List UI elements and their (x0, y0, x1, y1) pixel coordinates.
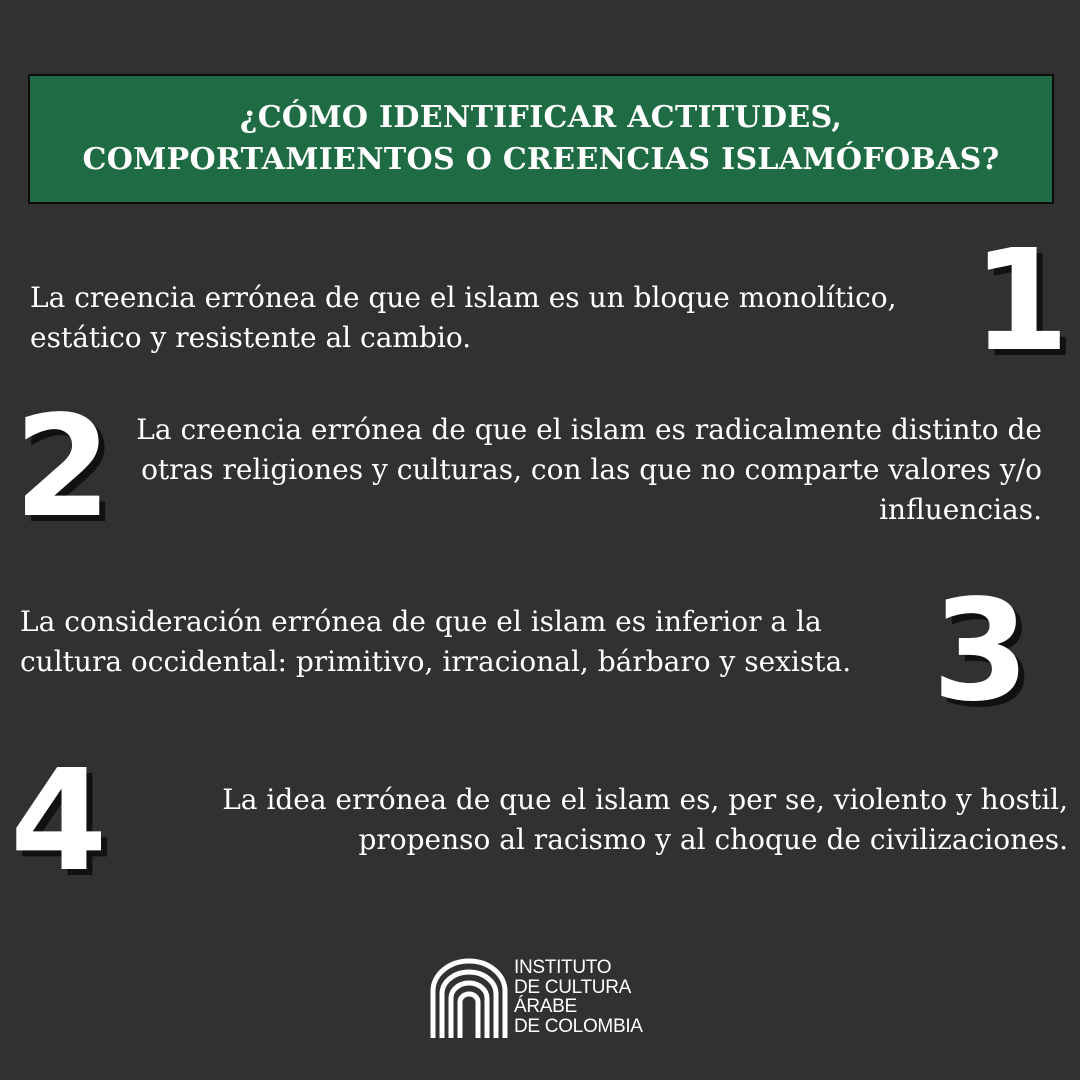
logo-line-1: INSTITUTO (514, 957, 612, 978)
item-3-text: La consideración errónea de que el islam es inferior a la cultura occidental: primitivo, irracional, bárbaro y sexista. (20, 605, 852, 678)
item-4-number: 4 (10, 740, 108, 903)
institute-logo (428, 958, 643, 1040)
logo-line-2: DE CULTURA (514, 976, 631, 998)
logo-line-4: DE COLOMBIA (514, 1015, 643, 1037)
arch-icon (428, 958, 510, 1040)
logo-wordmark (514, 958, 643, 1036)
item-1-number: 1 (972, 220, 1070, 383)
logo-line-3: ÁRABE (514, 996, 577, 1017)
item-4-text: La idea errónea de que el islam es, per se, violento y hostil, propenso al racismo y al choque de civilizaciones. (222, 783, 1068, 856)
title-banner (28, 74, 1054, 204)
item-2-text: La creencia errónea de que el islam es radicalmente distinto de otras religiones y culturas, con las que no comparte valores y/o influencias. (136, 413, 1042, 526)
item-2-number: 2 (14, 386, 112, 549)
item-1-text: La creencia errónea de que el islam es un bloque monolítico, estático y resistente al cambio. (30, 281, 897, 354)
page-title: ¿CÓMO IDENTIFICAR ACTITUDES, COMPORTAMIENTOS O CREENCIAS ISLAMÓFOBAS? (82, 100, 1000, 177)
item-3-number: 3 (932, 570, 1030, 733)
